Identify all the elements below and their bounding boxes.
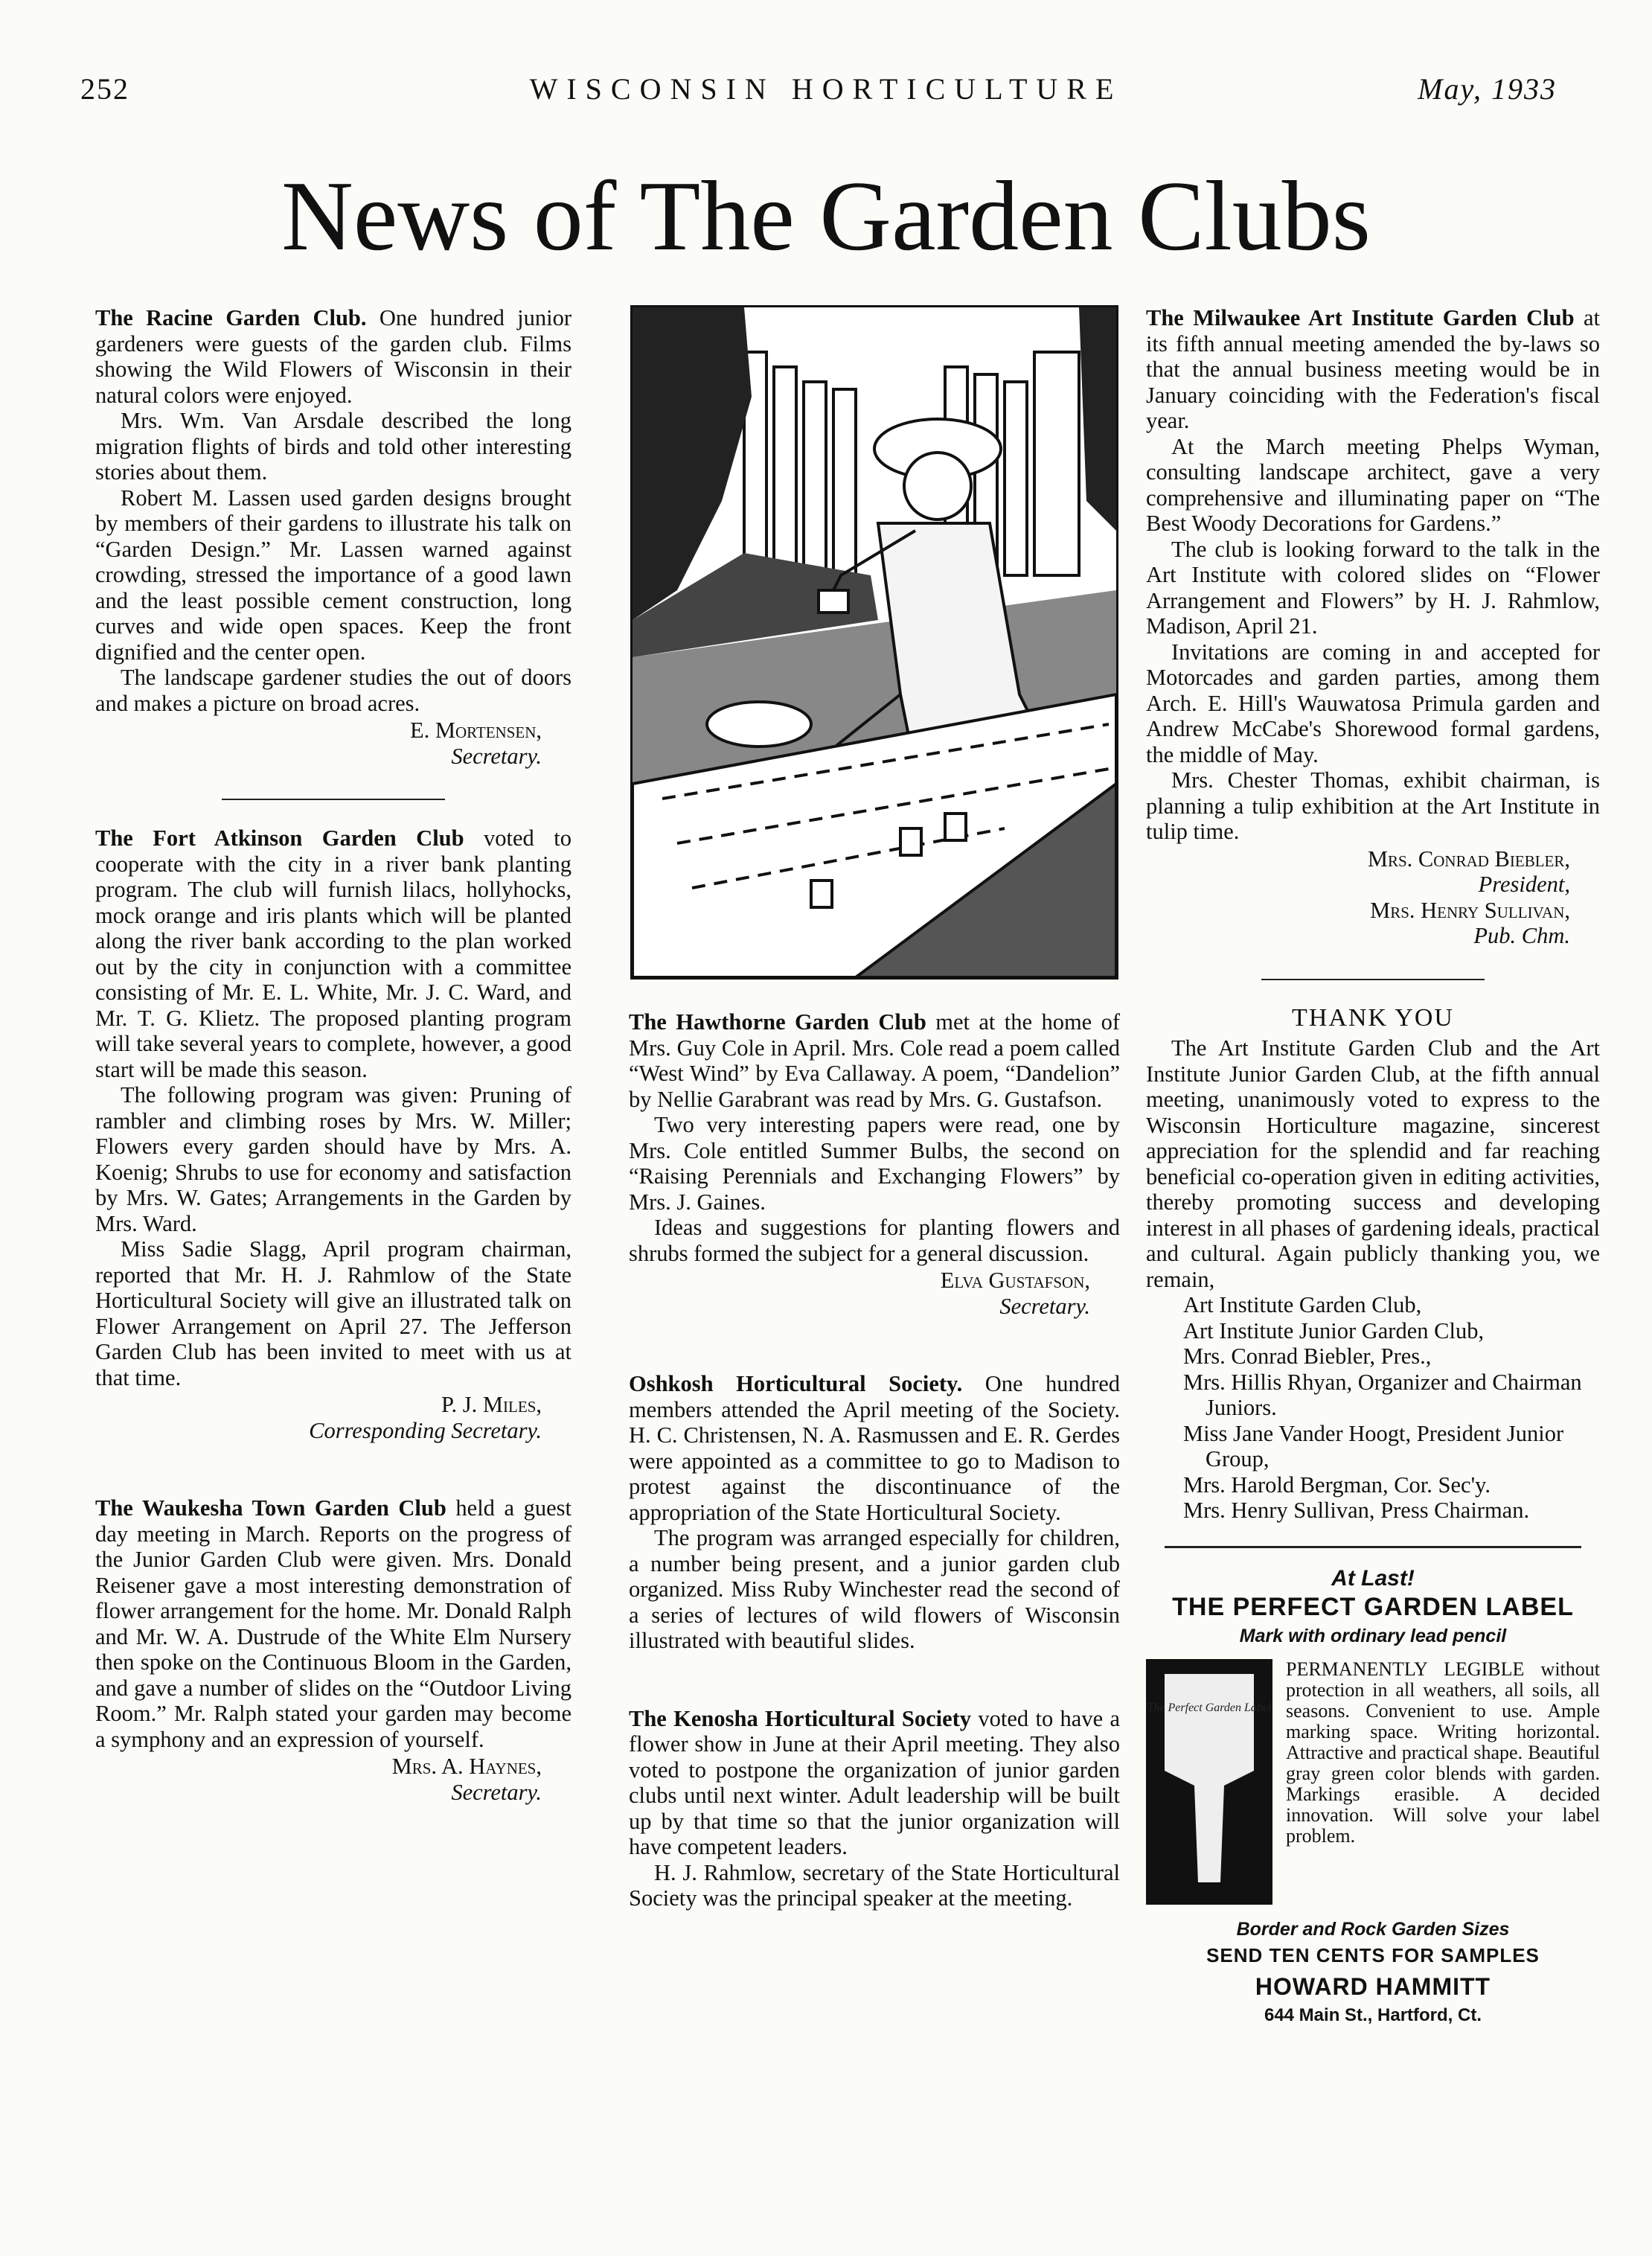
fort-atkinson-signature	[95, 1392, 572, 1443]
racine-signature	[95, 718, 572, 769]
milwaukee-p2: At the March meeting Phelps Wyman, consulting landscape architect, gave a very comprehensive and illuminating paper on “The Best Woody Decorations for Gardens.”	[1146, 433, 1600, 536]
milwaukee-sig2-name: Mrs. Henry Sullivan,	[1370, 897, 1570, 923]
racine-sig-role: Secretary.	[451, 743, 542, 769]
signer: Art Institute Junior Garden Club,	[1183, 1317, 1485, 1343]
milwaukee-p3: The club is looking forward to the talk in the Art Institute with colored slides on “Flower Arrangement and Flowers” by H. J. Rahmlow, Madison, April 21.	[1146, 536, 1600, 639]
oshkosh-p1: One hundred members attended the April meeting of the Society. H. C. Christensen, N. A. Rasmussen and E. R. Gerdes were appointed as a committee to go to Madison to protest against the discontinuance of the appropriation of the State Horticultural Society.	[629, 1371, 1120, 1525]
thank-you-title: THANK YOU	[1292, 1003, 1454, 1032]
signer: Mrs. Harold Bergman, Cor. Sec'y.	[1183, 1471, 1491, 1498]
racine-p1: One hundred junior gardeners were guests of the garden club. Films showing the Wild Flowers of Wisconsin in their natural colors were enjoyed.	[95, 305, 572, 408]
milwaukee-sig2-role: Pub. Chm.	[1473, 923, 1570, 948]
racine-p3: Robert M. Lassen used garden designs brought by members of their gardens to illustrate his talk on “Garden Design.” Mr. Lassen warned against crowding, stressed the importance of a good lawn and the least possible cement construction, long curves and wide open spaces. Keep the front dignified and the center open.	[95, 485, 572, 665]
racine-title: The Racine Garden Club.	[95, 305, 367, 330]
page-headline: News of The Garden Clubs	[281, 161, 1371, 271]
issue-date: May, 1933	[1418, 72, 1557, 106]
thank-you-body: The Art Institute Garden Club and the Art Institute Junior Garden Club, at the fifth annual meeting, unanimously voted to express to the Wisconsin Horticulture magazine, sincerest appreciation for the splendid and far reaching beneficial co-operation given in editing activities, thereby promoting success and developing interest in all phases of gardening ideals, practical and cultural. Again publicly thanking you, we remain,	[1146, 1035, 1600, 1292]
fort-atkinson-article	[95, 825, 572, 1082]
thank-you-signers	[1146, 1292, 1600, 1524]
ad-headline: THE PERFECT GARDEN LABEL	[1172, 1593, 1574, 1621]
column-right	[1146, 305, 1600, 2028]
waukesha-signature	[95, 1754, 572, 1805]
waukesha-sig-role: Secretary.	[451, 1779, 542, 1805]
column-left	[95, 305, 572, 1805]
garden-label-photo	[1146, 1659, 1272, 1905]
waukesha-title: The Waukesha Town Garden Club	[95, 1495, 446, 1521]
column-middle	[629, 305, 1120, 1911]
waukesha-article	[95, 1495, 572, 1752]
divider	[1261, 979, 1485, 980]
ad-company: HOWARD HAMMITT	[1255, 1973, 1491, 2000]
hawthorne-signature	[629, 1268, 1120, 1319]
signer: Mrs. Henry Sullivan, Press Chairman.	[1183, 1498, 1530, 1523]
oshkosh-article	[629, 1371, 1120, 1525]
hawthorne-sig-role: Secretary.	[999, 1293, 1090, 1319]
ad-body	[1146, 1659, 1600, 1905]
kenosha-p1: voted to have a flower show in June at their April meeting. They also voted to postpone the organization of junior garden clubs until next winter. Adult leadership will be built up by that time so that the junior organization will have competent leaders.	[629, 1705, 1120, 1859]
fort-atkinson-sig-name: P. J. Miles,	[441, 1392, 542, 1417]
ad-description: PERMANENTLY LEGIBLE without protection in all weathers, all soils, all seasons. Convenient to use. Ample marking space. Writing horizontal. Attractive and practical shape. Beautiful gray green color blends with garden. Markings erasible. A decided innovation. Will solve your label problem.	[1286, 1658, 1600, 1847]
divider	[222, 799, 445, 800]
oshkosh-title: Oshkosh Horticultural Society.	[629, 1371, 963, 1396]
milwaukee-title: The Milwaukee Art Institute Garden Club	[1146, 305, 1575, 330]
fort-atkinson-sig-role: Corresponding Secretary.	[309, 1417, 542, 1443]
ad-divider	[1165, 1546, 1581, 1548]
milwaukee-p4: Invitations are coming in and accepted for Motorcades and garden parties, among them Arch. E. Hill's Wauwatosa Primula garden and Andrew McCabe's Shorewood formal gardens, the middle of May.	[1146, 639, 1600, 767]
milwaukee-article	[1146, 305, 1600, 434]
ad-at-last: At Last!	[1331, 1565, 1415, 1591]
oshkosh-p2: The program was arranged especially for children, a number being present, and a junior garden club organized. Miss Ruby Winchester read the second of a series of lectures of wild flowers of Wisconsin illustrated with beautiful slides.	[629, 1525, 1120, 1653]
kenosha-p2: H. J. Rahmlow, secretary of the State Horticultural Society was the principal speaker at the meeting.	[629, 1859, 1120, 1911]
ad-sizes: Border and Rock Garden Sizes	[1236, 1919, 1510, 1940]
signer: Miss Jane Vander Hoogt, President Junior Group,	[1183, 1420, 1564, 1471]
page-number: 252	[80, 72, 129, 106]
spacer	[95, 1443, 572, 1495]
signer: Mrs. Conrad Biebler, Pres.,	[1183, 1343, 1432, 1369]
racine-p2: Mrs. Wm. Van Arsdale described the long migration flights of birds and told other interesting stories about them.	[95, 408, 572, 485]
fort-atkinson-p2: The following program was given: Pruning of rambler and climbing roses by Mrs. W. Miller; Flowers every garden should have by Mrs. A. Koenig; Shrubs to use for economy and satisfaction by Mrs. W. Gates; Arrangements in the Garden by Mrs. Ward.	[95, 1082, 572, 1236]
hawthorne-article	[629, 1009, 1120, 1112]
spacer	[629, 1654, 1120, 1706]
milwaukee-sig1-name: Mrs. Conrad Biebler,	[1367, 846, 1570, 872]
ad-subhead: Mark with ordinary lead pencil	[1239, 1625, 1507, 1646]
hawthorne-sig-name: Elva Gustafson,	[940, 1268, 1090, 1293]
milwaukee-sig1-role: President,	[1478, 872, 1570, 897]
fort-atkinson-title: The Fort Atkinson Garden Club	[95, 825, 464, 851]
milwaukee-p1: at its fifth annual meeting amended the by-laws so that the annual business meeting would be in January coinciding with the Federation's fiscal year.	[1146, 305, 1601, 433]
gardener-illustration	[630, 305, 1118, 980]
kenosha-title: The Kenosha Horticultural Society	[629, 1705, 972, 1731]
racine-sig-name: E. Mortensen,	[409, 718, 542, 743]
waukesha-p1: held a guest day meeting in March. Reports on the progress of the Junior Garden Club were given. Mrs. Donald Reisener gave a most interesting demonstration of flower arrangement for the home. Mr. Donald Ralph and Mr. W. A. Dustrude of the White Elm Nursery then spoke on the Continuous Bloom in the Garden, and gave a number of slides on the “Outdoor Living Room.” Mr. Ralph stated your garden may become a symphony and an expression of yourself.	[95, 1495, 572, 1752]
racine-article	[95, 305, 572, 408]
journal-title: WISCONSIN HORTICULTURE	[529, 72, 1123, 106]
spacer	[629, 1319, 1120, 1371]
fort-atkinson-p1: voted to cooperate with the city in a river bank planting program. The club will furnish lilacs, hollyhocks, mock orange and iris plants which will be planted along the river bank according to the plan worked out by the city in conjunction with a committee consisting of Mr. E. L. White, Mr. J. C. Ward, and Mr. T. G. Klietz. The proposed planting program will take several years to complete, however, a good start will be made this season.	[95, 825, 572, 1082]
hawthorne-p1: met at the home of Mrs. Guy Cole in April. Mrs. Cole read a poem called “West Wind” by Eva Callaway. A poem, “Dandelion” by Nellie Garabrant was read by Mrs. G. Gustafson.	[629, 1009, 1121, 1112]
ad-address: 644 Main St., Hartford, Ct.	[1264, 2004, 1482, 2025]
kenosha-article	[629, 1706, 1120, 1860]
milwaukee-p5: Mrs. Chester Thomas, exhibit chairman, is planning a tulip exhibition at the Art Institute in tulip time.	[1146, 767, 1600, 844]
fort-atkinson-p3: Miss Sadie Slagg, April program chairman, reported that Mr. H. J. Rahmlow of the State Horticultural Society will give an illustrated talk on Flower Arrangement on April 27. The Jefferson Garden Club has been invited to meet with us at that time.	[95, 1236, 572, 1390]
hawthorne-title: The Hawthorne Garden Club	[629, 1009, 926, 1035]
garden-label-advertisement	[1146, 1566, 1600, 2029]
hawthorne-p3: Ideas and suggestions for planting flowers and shrubs formed the subject for a general discussion.	[629, 1215, 1120, 1266]
signer: Art Institute Garden Club,	[1183, 1292, 1422, 1317]
waukesha-sig-name: Mrs. A. Haynes,	[391, 1754, 542, 1779]
racine-p4: The landscape gardener studies the out of doors and makes a picture on broad acres.	[95, 665, 572, 716]
milwaukee-signature-president	[1146, 846, 1600, 949]
signer: Mrs. Hillis Rhyan, Organizer and Chairman Juniors.	[1183, 1369, 1582, 1420]
label-stake-text: The Perfect Garden Label	[1147, 1701, 1272, 1714]
hawthorne-p2: Two very interesting papers were read, one by Mrs. Cole entitled Summer Bulbs, the second on “Raising Perennials and Exchanging Flowers” by Mrs. J. Gaines.	[629, 1112, 1120, 1215]
ad-offer: SEND TEN CENTS FOR SAMPLES	[1206, 1943, 1540, 1966]
